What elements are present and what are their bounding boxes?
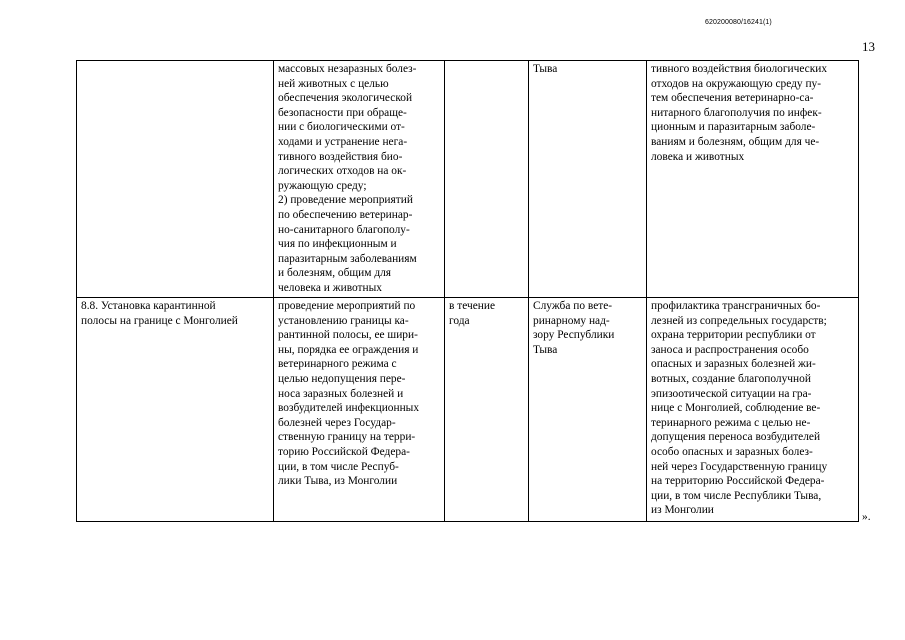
cell-text-line: ружающую среду; — [278, 179, 367, 192]
cell-text-line: ходами и устранение нега- — [278, 135, 408, 148]
page-number: 13 — [862, 39, 875, 54]
cell-expected-result — [647, 298, 859, 522]
cell-text-line: года — [449, 314, 470, 327]
cell-text-line: эпизоотической ситуации на гра- — [651, 387, 812, 400]
cell-text-line: паразитарным заболеваниям — [278, 252, 417, 265]
cell-text-line: человека и животных — [278, 281, 382, 294]
measures-table — [76, 60, 859, 522]
cell-text-line: но-санитарного благополу- — [278, 223, 410, 236]
cell-text-line: возбудителей инфекционных — [278, 402, 420, 415]
cell-text-line: ветеринарного режима с — [278, 358, 397, 371]
cell-text-line: рантинной полосы, ее шири- — [278, 329, 418, 342]
cell-text-line: Тыва — [533, 343, 558, 356]
cell-text-line: тивного воздействия био- — [278, 150, 403, 163]
cell-text-line: болезней через Государ- — [278, 416, 396, 429]
cell-text-line: в течение — [449, 300, 496, 312]
cell-text-line: нице с Монголией, соблюдение ве- — [651, 402, 821, 415]
cell-text-line: чия по инфекционным и — [278, 238, 397, 251]
cell-text-line: на территорию Российской Федера- — [651, 475, 825, 488]
cell-text-line: нитарного благополучия по инфек- — [651, 106, 822, 119]
document-id: 620200080/16241(1) — [705, 19, 772, 26]
cell-measure-name — [77, 61, 274, 298]
cell-expected-result — [647, 61, 859, 298]
cell-text-line: тивного воздействия биологических — [651, 63, 828, 75]
cell-text-line: Служба по вете- — [533, 300, 613, 312]
cell-text-line: заноса и распространения особо — [651, 343, 809, 356]
cell-responsible — [529, 298, 647, 522]
cell-text-line: ционным и паразитарным заболе- — [651, 121, 816, 134]
cell-text-line: 2) проведение мероприятий — [278, 194, 413, 207]
cell-text-line: 8.8. Установка карантинной — [81, 300, 216, 312]
cell-responsible — [529, 61, 647, 298]
cell-text-line: по обеспечению ветеринар- — [278, 208, 413, 221]
cell-text-line: ции, в том числе Республики Тыва, — [651, 489, 822, 502]
cell-activity-description — [274, 61, 445, 298]
cell-text-line: проведение мероприятий по — [278, 300, 416, 312]
cell-text-line: ваниям и болезням, общим для че- — [651, 135, 820, 148]
cell-text-line: ственную границу на терри- — [278, 431, 416, 444]
cell-text-line: логических отходов на ок- — [278, 165, 407, 178]
cell-text-line: отходов на окружающую среду пу- — [651, 77, 822, 90]
cell-text-line: полосы на границе с Монголией — [81, 314, 238, 327]
cell-text-line: нии с биологическими от- — [278, 121, 405, 134]
cell-text-line: лики Тыва, из Монголии — [278, 475, 398, 488]
cell-text-line: целью недопущения пере- — [278, 372, 406, 385]
cell-text-line: особо опасных и заразных болез- — [651, 445, 813, 458]
cell-text-line: теринарного режима с целью не- — [651, 416, 811, 429]
cell-text-line: ринарному над- — [533, 314, 610, 327]
cell-text-line: лезней из сопредельных государств; — [651, 314, 827, 327]
cell-text-line: зору Республики — [533, 329, 615, 342]
cell-text-line: установлению границы ка- — [278, 314, 409, 327]
cell-text-line: опасных и заразных болезней жи- — [651, 358, 816, 371]
cell-text-line: ловека и животных — [651, 150, 745, 163]
table-row — [77, 61, 859, 298]
cell-text-line: безопасности при обраще- — [278, 106, 407, 119]
cell-deadline — [445, 61, 529, 298]
cell-text-line: Тыва — [533, 63, 558, 75]
cell-deadline — [445, 298, 529, 522]
cell-measure-name — [77, 298, 274, 522]
closing-quote-mark: ». — [862, 511, 871, 523]
cell-text-line: охрана территории республики от — [651, 329, 816, 342]
cell-text-line: торию Российской Федера- — [278, 445, 410, 458]
cell-text-line: из Монголии — [651, 504, 714, 517]
cell-text-line: ны, порядка ее ограждения и — [278, 343, 419, 356]
cell-text-line: тем обеспечения ветеринарно-са- — [651, 92, 814, 105]
cell-text-line: носа заразных болезней и — [278, 387, 404, 400]
cell-activity-description — [274, 298, 445, 522]
cell-text-line: массовых незаразных болез- — [278, 63, 417, 75]
cell-text-line: профилактика трансграничных бо- — [651, 300, 821, 312]
cell-text-line: ции, в том числе Респуб- — [278, 460, 399, 473]
cell-text-line: ней животных с целью — [278, 77, 389, 90]
cell-text-line: обеспечения экологической — [278, 92, 413, 105]
cell-text-line: вотных, создание благополучной — [651, 372, 811, 385]
table-row — [77, 298, 859, 522]
cell-text-line: допущения переноса возбудителей — [651, 431, 821, 444]
cell-text-line: ней через Государственную границу — [651, 460, 828, 473]
cell-text-line: и болезням, общим для — [278, 267, 392, 280]
